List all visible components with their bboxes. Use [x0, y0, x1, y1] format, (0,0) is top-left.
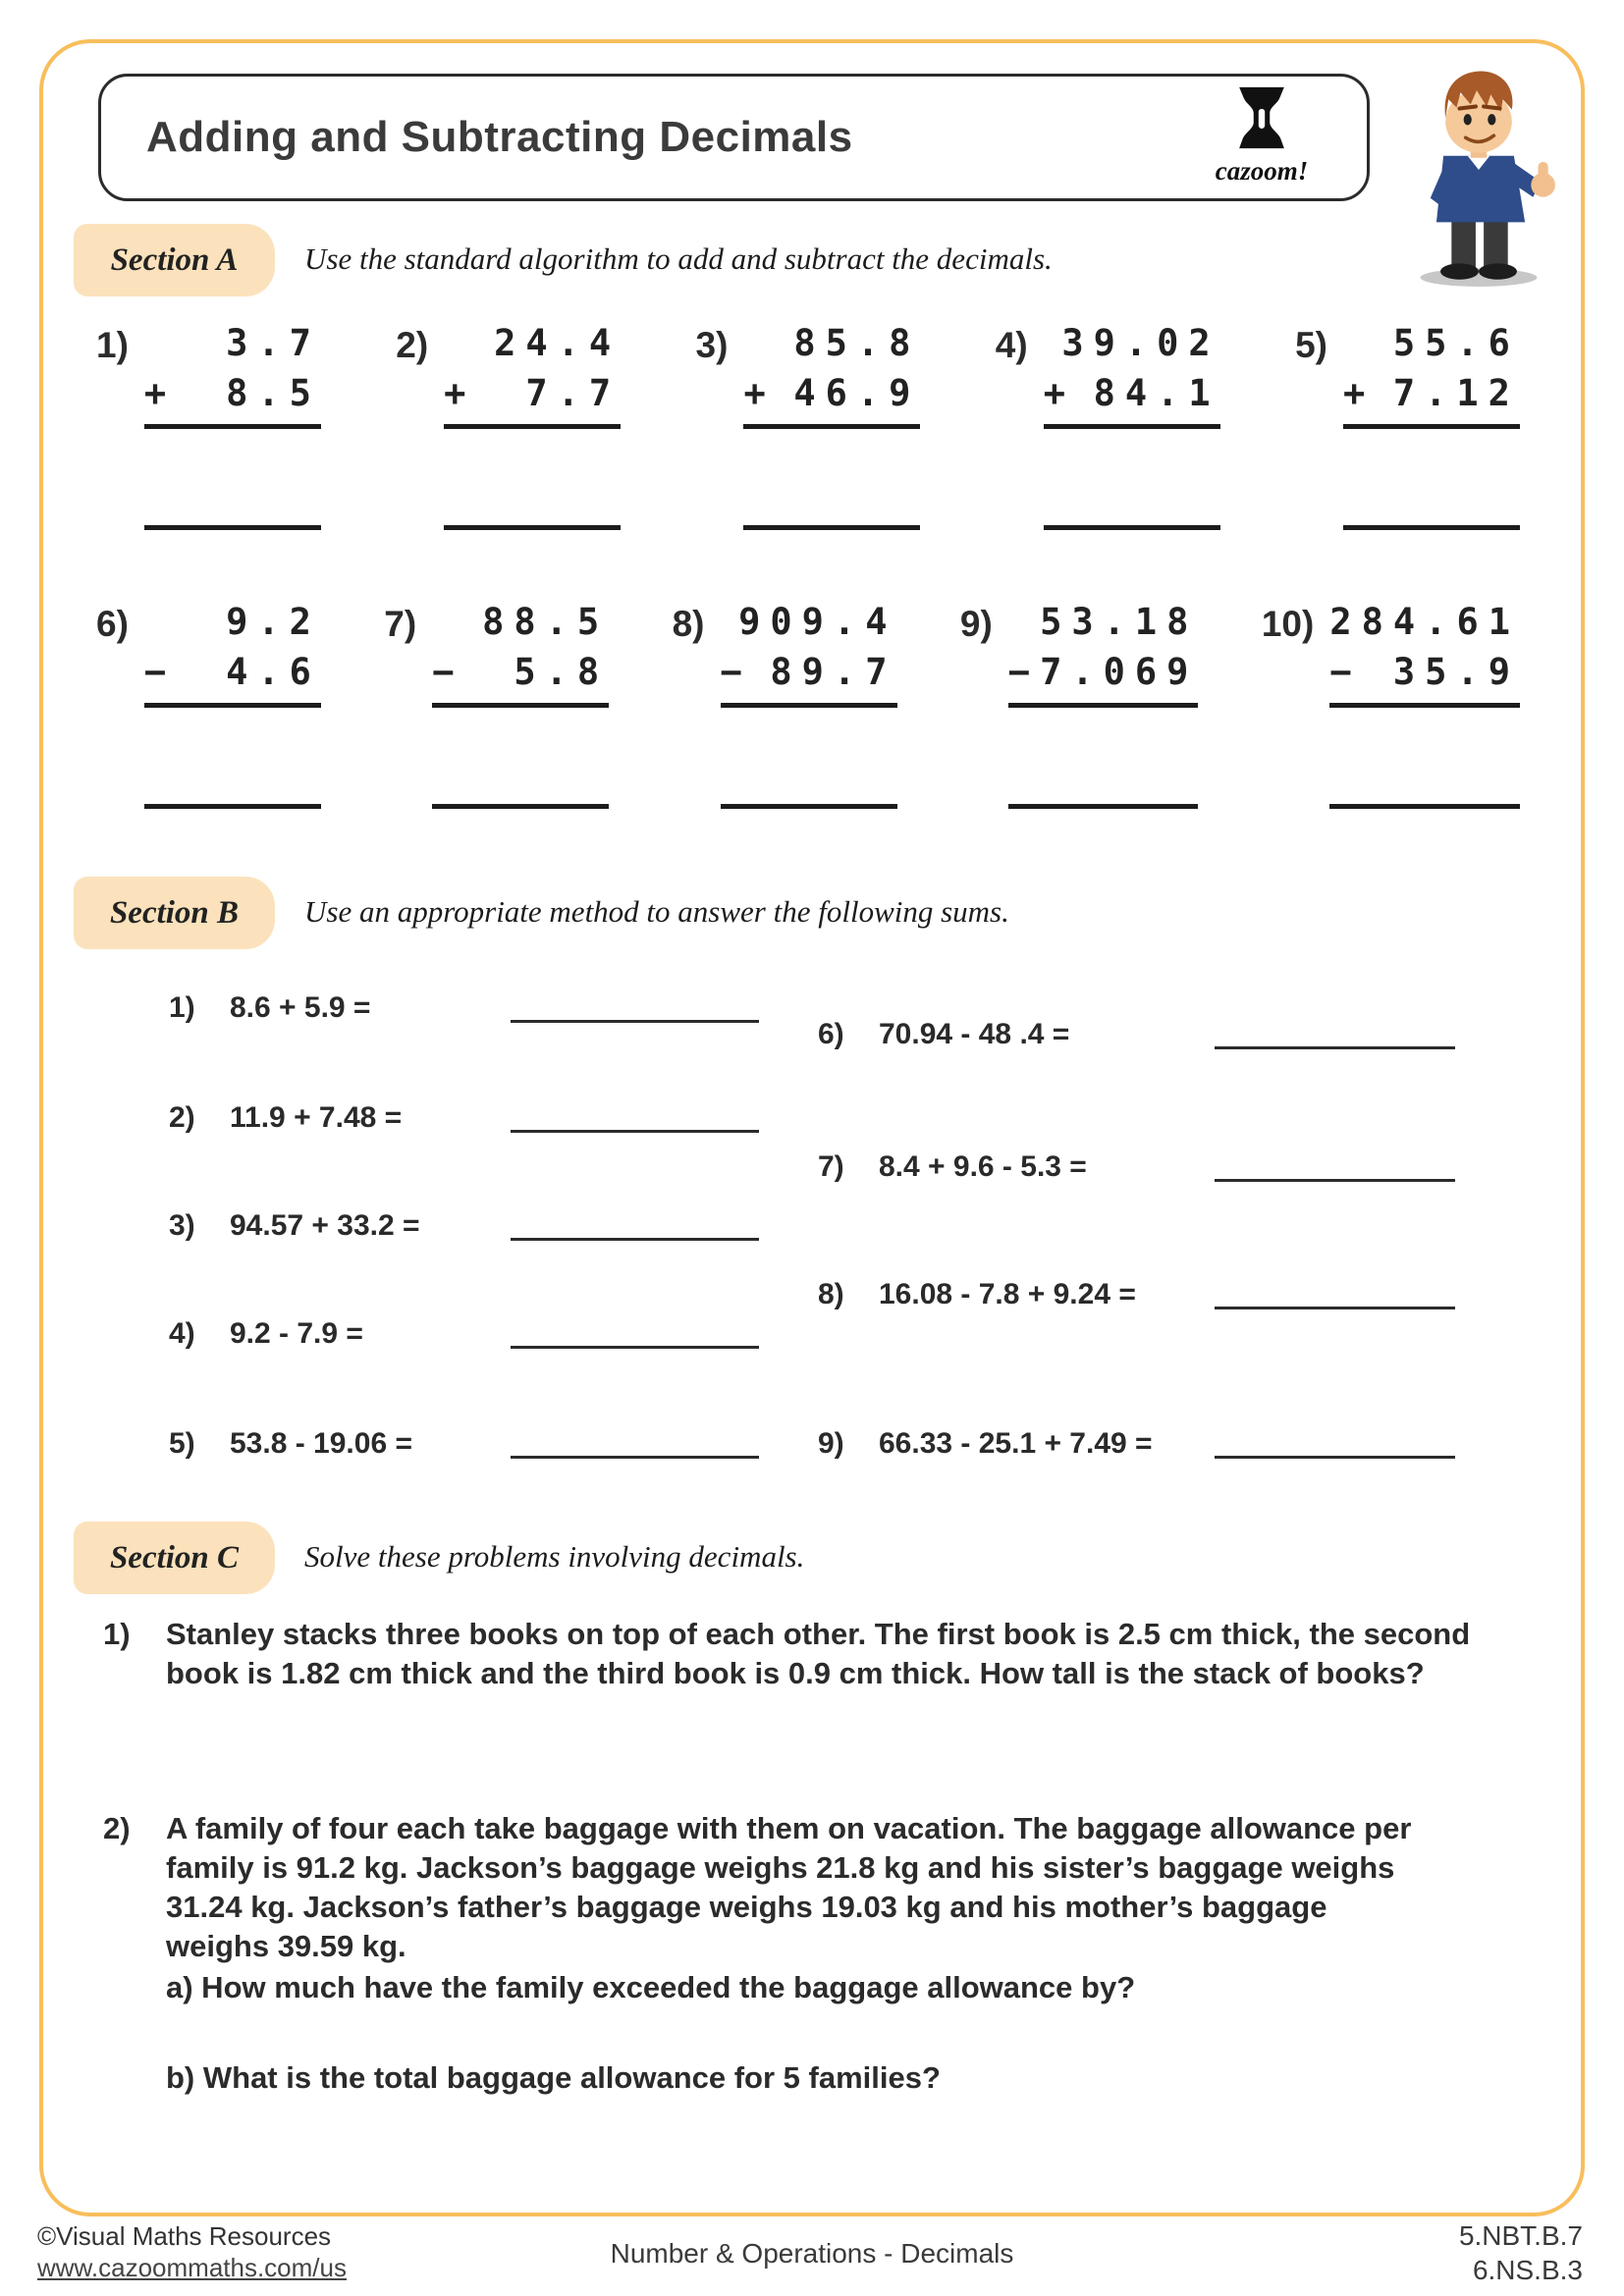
problem-4	[996, 322, 1220, 530]
operator: −	[1329, 651, 1362, 693]
operand-bottom: 7.7	[525, 372, 622, 414]
operand-bottom: 89.7	[770, 651, 897, 693]
section-a-tab	[74, 224, 275, 296]
section-a-addition-row	[96, 322, 1520, 530]
word-problem-text: A family of four each take baggage with them on vacation. The baggage allowance per family is 91.2 kg. Jackson’s baggage weighs 21.8 kg and his sister’s baggage weighs 31.24 kg. Jackson’s father’s baggage weighs 19.03 kg and his mother’s baggage weighs 39.59 kg.	[166, 1811, 1412, 1963]
operand-top: 3.7	[226, 322, 321, 364]
sum-6	[818, 1018, 1455, 1051]
problem-number: 4)	[995, 325, 1028, 365]
cazoom-logo	[1198, 86, 1326, 187]
answer-blank	[1215, 1046, 1455, 1049]
sum-expression: 16.08 - 7.8 + 9.24 =	[879, 1278, 1136, 1310]
answer-line	[144, 804, 321, 809]
sum-expression: 53.8 - 19.06 =	[230, 1427, 412, 1460]
operand-bottom-row	[444, 372, 621, 429]
problem-5	[1295, 322, 1520, 530]
sum-expression: 11.9 + 7.48 =	[230, 1101, 403, 1134]
operand-bottom: 4.6	[226, 651, 321, 693]
operand-bottom-row	[1044, 372, 1220, 429]
footer-standards	[1459, 2218, 1583, 2287]
word-problem-text: Stanley stacks three books on top of each other. The first book is 2.5 cm thick, the second book is 1.82 cm thick and the third book is 0.9 cm thick. How tall is the stack of books?	[166, 1617, 1471, 1690]
operand-top: 24.4	[494, 322, 622, 364]
cazoom-drum-icon	[1234, 86, 1289, 149]
problem-number: 6)	[96, 604, 129, 644]
operand-bottom-row	[144, 372, 321, 429]
answer-line	[721, 804, 897, 809]
word-problem-number: 2)	[103, 1811, 131, 1845]
operator: +	[143, 372, 177, 414]
page-title: Adding and Subtracting Decimals	[146, 113, 853, 161]
sum-expression: 66.33 - 25.1 + 7.49 =	[879, 1427, 1153, 1460]
section-c-label: Section C	[109, 1539, 240, 1575]
operand-bottom: 7.069	[1040, 651, 1199, 693]
problem-10	[1262, 601, 1520, 809]
problem-number: 7)	[384, 604, 417, 644]
answer-blank	[1215, 1307, 1455, 1309]
sum-1	[169, 991, 759, 1025]
operator: +	[1342, 372, 1376, 414]
sum-number: 9)	[818, 1427, 844, 1460]
operator: +	[444, 372, 476, 414]
sum-3	[169, 1209, 759, 1243]
answer-blank	[511, 1456, 759, 1459]
standard-code-1: 5.NBT.B.7	[1458, 2220, 1583, 2251]
sum-9	[818, 1427, 1455, 1461]
operand-bottom: 35.9	[1392, 651, 1520, 693]
section-c-tab	[74, 1522, 275, 1594]
answer-blank	[511, 1346, 759, 1349]
answer-line	[432, 804, 609, 809]
word-problem-part-b: b) What is the total baggage allowance for 5 families?	[166, 2060, 941, 2095]
sum-4	[169, 1317, 759, 1351]
sum-expression: 8.6 + 5.9 =	[230, 991, 371, 1024]
word-problem-number: 1)	[103, 1617, 131, 1651]
section-a-label: Section A	[110, 241, 239, 278]
operator: −	[1007, 651, 1041, 693]
sum-number: 5)	[169, 1427, 195, 1460]
operand-bottom-row	[1343, 372, 1520, 429]
operand-top: 909.4	[738, 601, 897, 643]
problem-7	[384, 601, 609, 809]
operand-top: 39.02	[1061, 322, 1220, 364]
answer-line	[1008, 804, 1199, 809]
sum-number: 6)	[818, 1018, 844, 1050]
section-b-label: Section B	[109, 894, 240, 931]
operand-bottom: 7.12	[1392, 372, 1520, 414]
operator: −	[143, 651, 177, 693]
problem-number: 1)	[96, 325, 129, 365]
footer-topic: Number & Operations - Decimals	[610, 2238, 1014, 2269]
answer-blank	[1215, 1456, 1455, 1459]
problem-1	[96, 322, 321, 530]
sum-number: 3)	[169, 1209, 195, 1242]
problem-6	[96, 601, 321, 809]
problem-number: 10)	[1261, 604, 1315, 644]
section-a-instruction: Use the standard algorithm to add and subtract the decimals.	[304, 241, 1053, 276]
answer-line	[144, 525, 321, 530]
operand-bottom-row	[144, 651, 321, 708]
sum-expression: 70.94 - 48 .4 =	[879, 1018, 1070, 1050]
word-problem-1	[103, 1615, 1482, 1693]
answer-line	[1329, 804, 1520, 809]
operand-top: 53.18	[1040, 601, 1199, 643]
answer-line	[1343, 525, 1520, 530]
section-c-instruction: Solve these problems involving decimals.	[304, 1539, 805, 1574]
cartoon-boy-thumbs-up-illustration	[1382, 47, 1575, 289]
operand-bottom-row	[743, 372, 920, 429]
cazoom-logo-text: cazoom!	[1215, 156, 1309, 186]
answer-blank	[511, 1130, 759, 1133]
sum-number: 1)	[169, 991, 195, 1024]
sum-expression: 8.4 + 9.6 - 5.3 =	[879, 1150, 1087, 1183]
operator: −	[432, 651, 464, 693]
operand-bottom-row	[432, 651, 609, 708]
footer-copyright: ©Visual Maths Resources	[37, 2221, 332, 2251]
problem-number: 2)	[396, 325, 429, 365]
word-problem-part-a: a) How much have the family exceeded the baggage allowance by?	[166, 1970, 1136, 2004]
sum-8	[818, 1278, 1455, 1311]
operand-bottom: 84.1	[1093, 372, 1220, 414]
footer-url-link[interactable]: www.cazoommaths.com/us	[37, 2253, 347, 2282]
operand-top: 55.6	[1392, 322, 1520, 364]
operand-top: 284.61	[1329, 601, 1520, 643]
problem-number: 5)	[1295, 325, 1327, 365]
operator: −	[720, 651, 752, 693]
operand-bottom: 46.9	[793, 372, 921, 414]
problem-number: 8)	[672, 604, 705, 644]
operator: +	[743, 372, 776, 414]
problem-9	[960, 601, 1199, 809]
operand-bottom: 5.8	[514, 651, 610, 693]
section-b-tab	[74, 877, 275, 949]
operand-top: 88.5	[482, 601, 610, 643]
sum-number: 4)	[169, 1317, 195, 1350]
operand-top: 85.8	[793, 322, 921, 364]
title-box	[98, 74, 1370, 201]
section-b-instruction: Use an appropriate method to answer the following sums.	[304, 894, 1009, 929]
problem-number: 3)	[695, 325, 729, 365]
operand-bottom-row	[1329, 651, 1520, 708]
standard-code-2: 6.NS.B.3	[1472, 2255, 1583, 2285]
sum-2	[169, 1101, 759, 1135]
sum-number: 8)	[818, 1278, 844, 1310]
answer-blank	[1215, 1179, 1455, 1182]
answer-line	[1044, 525, 1220, 530]
operand-bottom-row	[1008, 651, 1199, 708]
word-problem-2	[103, 1809, 1413, 2098]
sum-5	[169, 1427, 759, 1461]
answer-line	[444, 525, 621, 530]
answer-blank	[511, 1020, 759, 1023]
operator: +	[1043, 372, 1075, 414]
sum-7	[818, 1150, 1455, 1184]
operand-bottom-row	[721, 651, 897, 708]
operand-top: 9.2	[226, 601, 321, 643]
problem-3	[696, 322, 921, 530]
answer-blank	[511, 1238, 759, 1241]
problem-2	[396, 322, 621, 530]
section-a-subtraction-row	[96, 601, 1520, 809]
sum-number: 2)	[169, 1101, 195, 1134]
operand-bottom: 8.5	[226, 372, 321, 414]
sum-expression: 94.57 + 33.2 =	[230, 1209, 420, 1242]
sum-number: 7)	[818, 1150, 844, 1183]
problem-number: 9)	[959, 604, 993, 644]
answer-line	[743, 525, 920, 530]
problem-8	[673, 601, 897, 809]
sum-expression: 9.2 - 7.9 =	[230, 1317, 363, 1350]
